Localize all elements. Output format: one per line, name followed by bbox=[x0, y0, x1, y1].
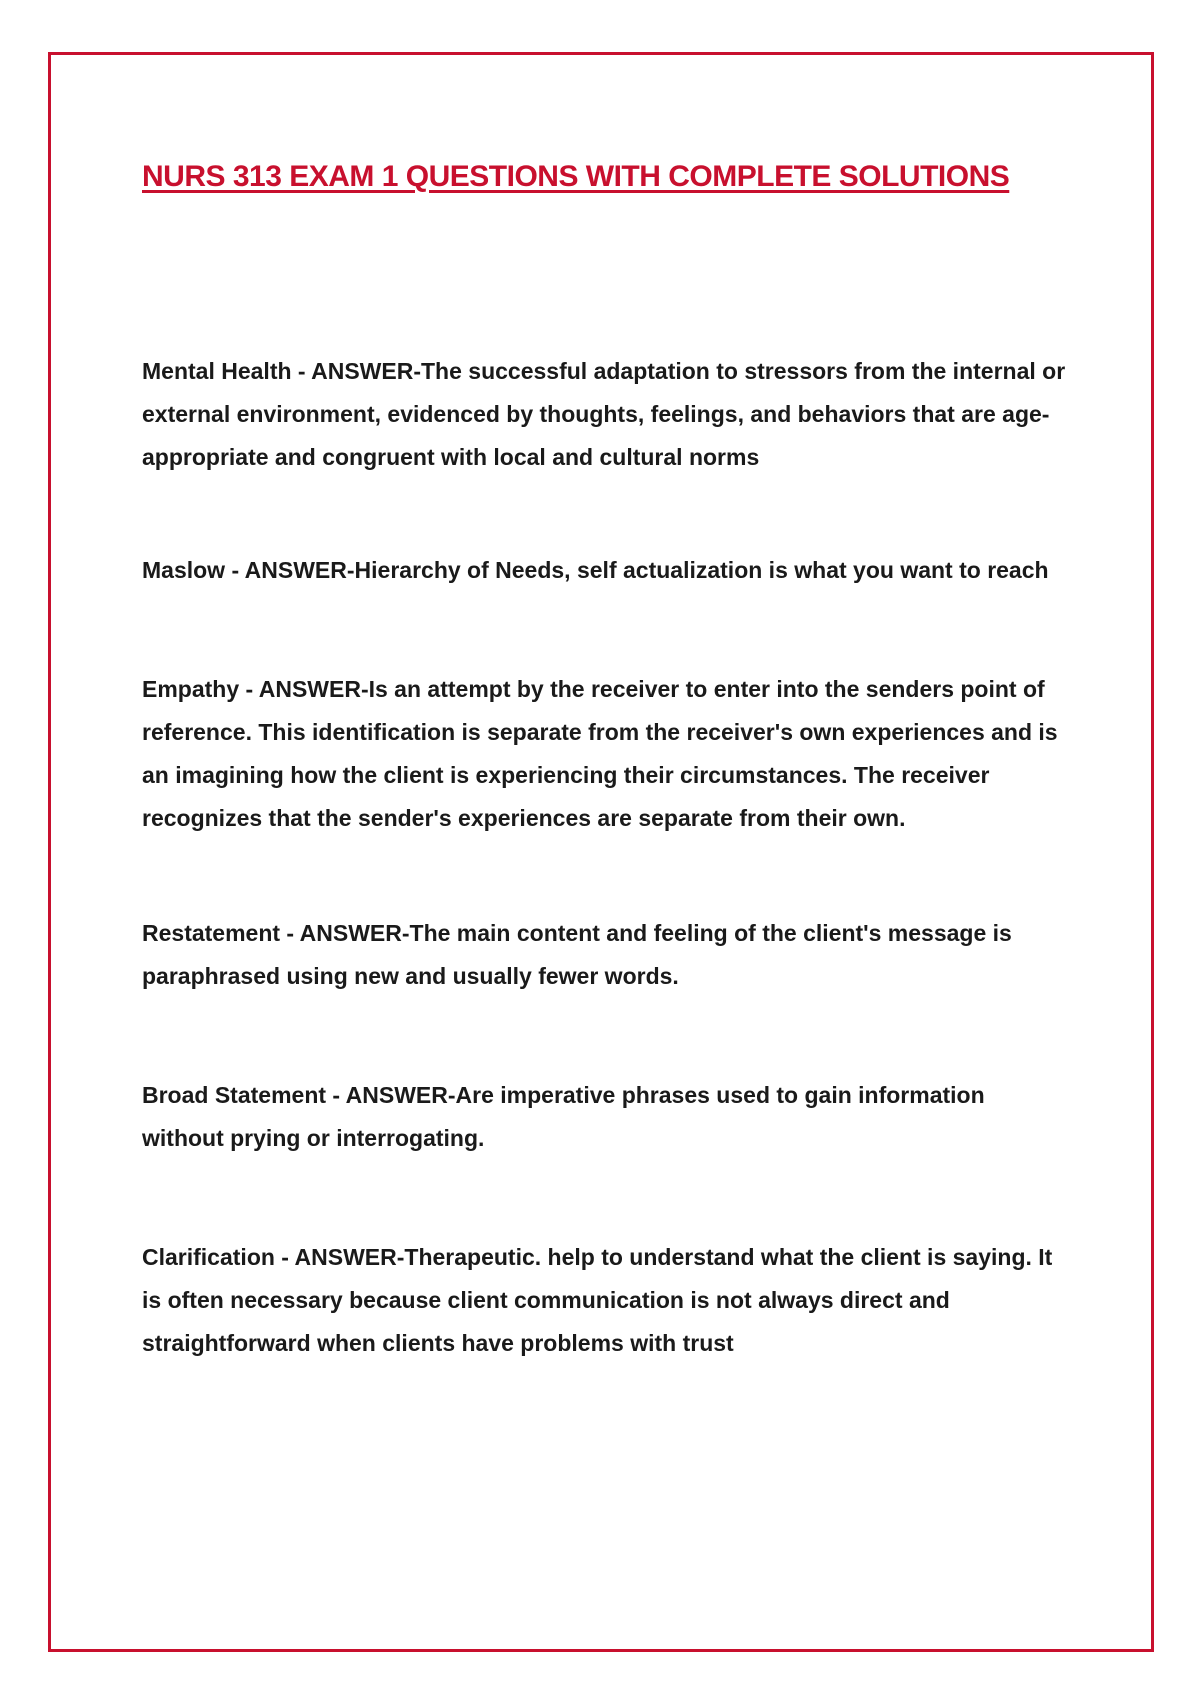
qa-separator: - ANSWER- bbox=[326, 1082, 456, 1108]
qa-separator: - ANSWER- bbox=[274, 1244, 405, 1270]
qa-separator: - ANSWER- bbox=[291, 358, 421, 384]
qa-answer: Is an attempt by the receiver to enter into the senders point of reference. This identification is separate from the receiver's own experiences and is an imagining how the client is experiencing their circumstances. The receiver recognizes that the sender's experiences are separate from their own. bbox=[142, 676, 1058, 831]
qa-separator: - ANSWER- bbox=[280, 920, 410, 946]
qa-term: Mental Health bbox=[142, 358, 292, 384]
qa-entry-maslow bbox=[142, 549, 1067, 592]
qa-answer: The main content and feeling of the client's message is paraphrased using new and usually fewer words. bbox=[142, 920, 1012, 989]
qa-entry-empathy bbox=[142, 668, 1067, 840]
qa-term: Restatement bbox=[142, 920, 281, 946]
qa-entry-clarification bbox=[142, 1236, 1067, 1365]
qa-term: Clarification bbox=[142, 1244, 275, 1270]
document-title: NURS 313 EXAM 1 QUESTIONS WITH COMPLETE SOLUTIONS bbox=[142, 160, 1010, 193]
qa-entry-restatement bbox=[142, 912, 1067, 998]
qa-answer: Hierarchy of Needs, self actualization is what you want to reach bbox=[354, 557, 1049, 583]
qa-list bbox=[142, 350, 1067, 1435]
qa-answer: Therapeutic. help to understand what the client is saying. It is often necessary because client communication is not always direct and straightforward when clients have problems with trust bbox=[142, 1244, 1053, 1356]
qa-term: Empathy bbox=[142, 676, 240, 702]
qa-separator: - ANSWER- bbox=[225, 557, 355, 583]
qa-term: Broad Statement bbox=[142, 1082, 327, 1108]
qa-separator: - ANSWER- bbox=[239, 676, 369, 702]
qa-entry-mental-health bbox=[142, 350, 1067, 479]
qa-answer: The successful adaptation to stressors from the internal or external environment, evidenced by thoughts, feelings, and behaviors that are age-appropriate and congruent with local and cultural norms bbox=[142, 358, 1066, 470]
qa-entry-broad-statement bbox=[142, 1074, 1067, 1160]
qa-answer: Are imperative phrases used to gain information without prying or interrogating. bbox=[142, 1082, 985, 1151]
qa-term: Maslow bbox=[142, 557, 226, 583]
